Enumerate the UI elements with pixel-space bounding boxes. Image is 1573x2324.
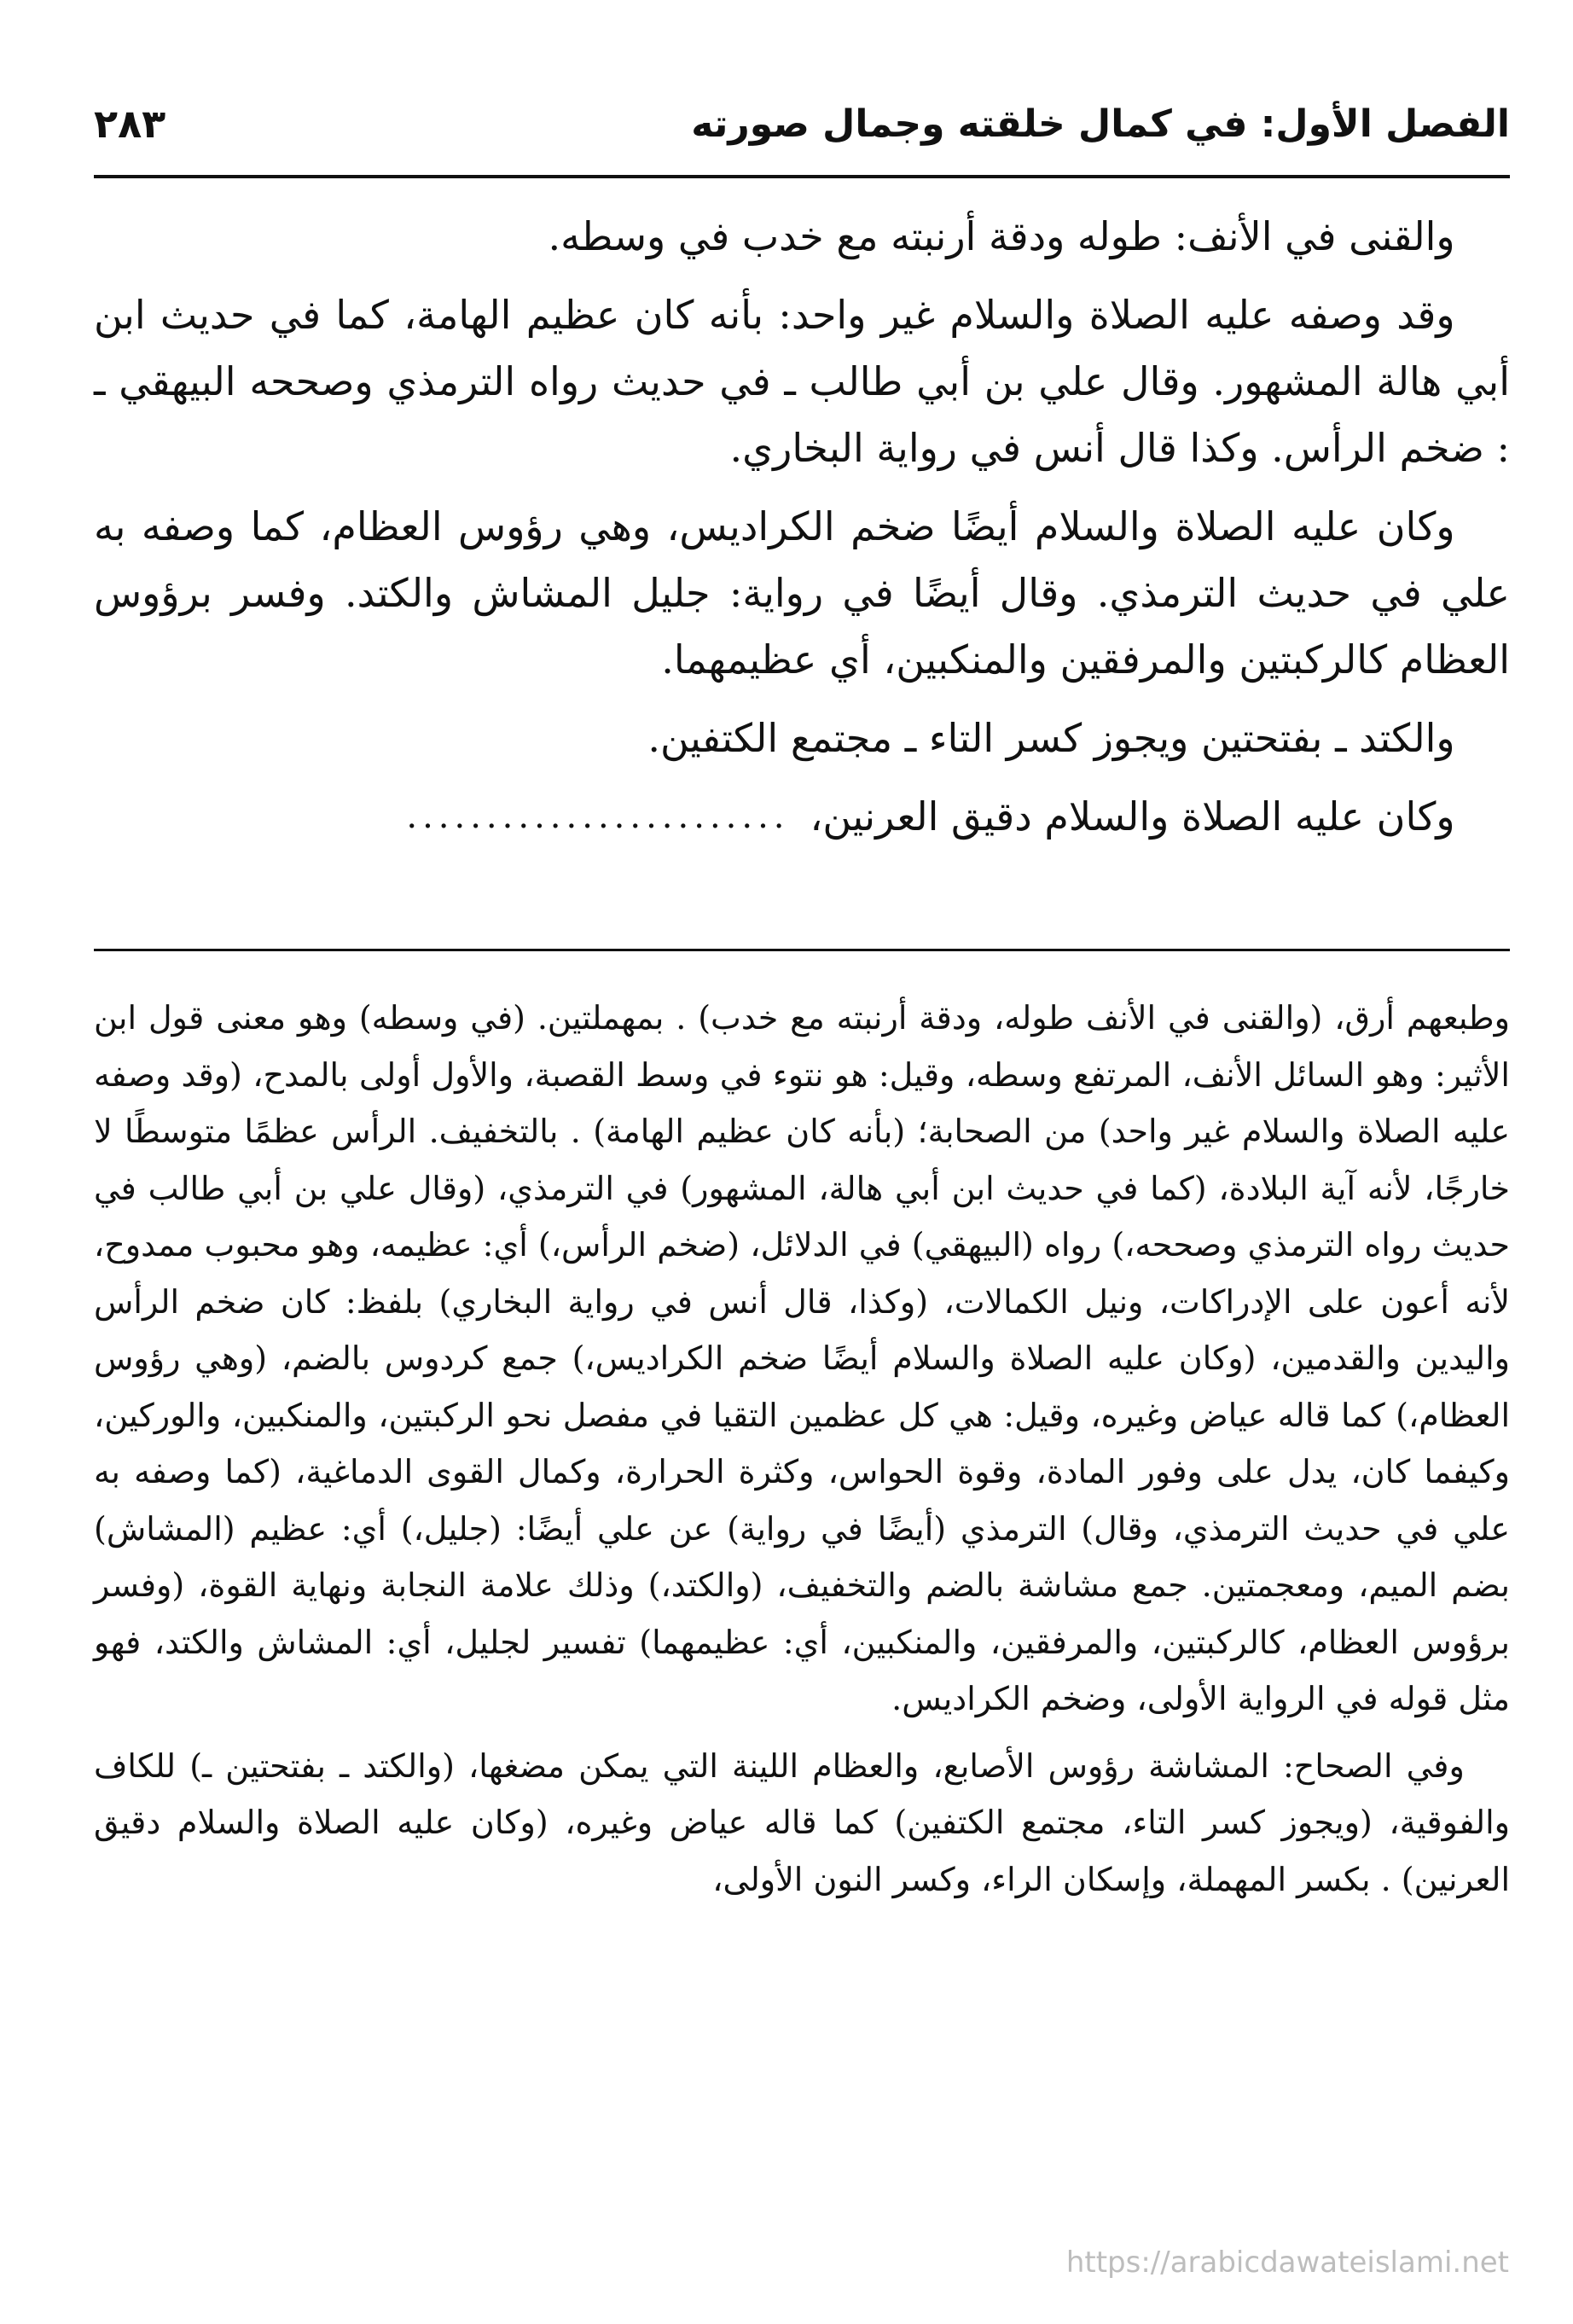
- main-last-line: [94, 783, 1510, 850]
- main-paragraph: والقنى في الأنف: طوله ودقة أرنبته مع خدب في وسطه.: [548, 213, 1455, 259]
- main-paragraph: والكتد ـ بفتحتين ويجوز كسر التاء ـ مجتمع الكتفين.: [647, 715, 1455, 761]
- commentary-paragraph: وطبعهم أرق، (والقنى في الأنف طوله، ودقة أرنبته مع خدب) . بمهملتين. (في وسطه) وهو معنى قول ابن الأثير: وهو السائل الأنف، المرتفع وسطه، وقيل: هو نتوء في وسط القصبة، والأول أولى بالمدح، (وقد وصفه عليه الصلاة والسلام غير واحد) من الصحابة؛ (بأنه كان عظيم الهامة) . بالتخفيف. الرأس عظمًا متوسطًا لا خارجًا، لأنه آية البلادة، (كما في حديث ابن أبي هالة، المشهور) في الترمذي، (وقال علي بن أبي طالب في حديث رواه الترمذي وصححه،) رواه (البيهقي) في الدلائل، (ضخم الرأس،) أي: عظيمه، وهو محبوب ممدوح، لأنه أعون على الإدراكات، ونيل الكمالات، (وكذا، قال أنس في رواية البخاري) بلفظ: كان ضخم الرأس واليدين والقدمين، (وكان عليه الصلاة والسلام أيضًا ضخم الكراديس،) جمع كردوس بالضم، (وهي رؤوس العظام،) كما قاله عياض وغيره، وقيل: هي كل عظمين التقيا في مفصل نحو الركبتين، والمنكبين، والوركين، وكيفما كان، يدل على وفور المادة، وقوة الحواس، وكثرة الحرارة، وكمال القوى الدماغية، (كما وصفه به علي في حديث الترمذي، وقال) الترمذي (أيضًا في رواية) عن علي أيضًا: (جليل،) أي: عظيم (المشاش) بضم الميم، ومعجمتين. جمع مشاشة بالضم والتخفيف، (والكتد،) وذلك علامة النجابة ونهاية القوة، (وفسر برؤوس العظام، كالركبتين، والمرفقين، والمنكبين، أي: عظيمهما) تفسير لجليل، أي: المشاش والكتد، فهو مثل قوله في الرواية الأولى، وضخم الكراديس.: [94, 999, 1510, 1717]
- commentary-divider: [94, 949, 1510, 951]
- chapter-title: الفصل الأول: في كمال خلقته وجمال صورته: [691, 102, 1510, 146]
- main-ellipsis: ........................: [406, 797, 790, 836]
- page-number: ٢٨٣: [94, 101, 166, 147]
- watermark-url: https://arabicdawateislami.net: [1065, 2246, 1509, 2280]
- main-last-line-text: وكان عليه الصلاة والسلام دقيق العرنين،: [810, 793, 1455, 840]
- main-paragraph: وكان عليه الصلاة والسلام أيضًا ضخم الكراديس، وهي رؤوس العظام، كما وصفه به علي في حديث الترمذي. وقال أيضًا في رواية: جليل المشاش والكتد. وفسر برؤوس العظام كالركبتين والمرفقين والمنكبين، أي عظيمهما.: [94, 503, 1510, 683]
- header-divider: [94, 175, 1510, 178]
- commentary-text: [94, 990, 1510, 1918]
- page-header: [94, 85, 1510, 162]
- main-paragraph: وقد وصفه عليه الصلاة والسلام غير واحد: بأنه كان عظيم الهامة، كما في حديث ابن أبي هالة المشهور. وقال علي بن أبي طالب ـ في حديث رواه الترمذي وصححه البيهقي ـ : ضخم الرأس. وكذا قال أنس في رواية البخاري.: [94, 292, 1510, 471]
- commentary-paragraph: وفي الصحاح: المشاشة رؤوس الأصابع، والعظام اللينة التي يمكن مضغها، (والكتد ـ بفتحتين ـ) للكاف والفوقية، (ويجوز كسر التاء، مجتمع الكتفين) كما قاله عياض وغيره، (وكان عليه الصلاة والسلام دقيق العرنين) . بكسر المهملة، وإسكان الراء، وكسر النون الأولى،: [94, 1746, 1510, 1898]
- main-text: [94, 203, 1510, 862]
